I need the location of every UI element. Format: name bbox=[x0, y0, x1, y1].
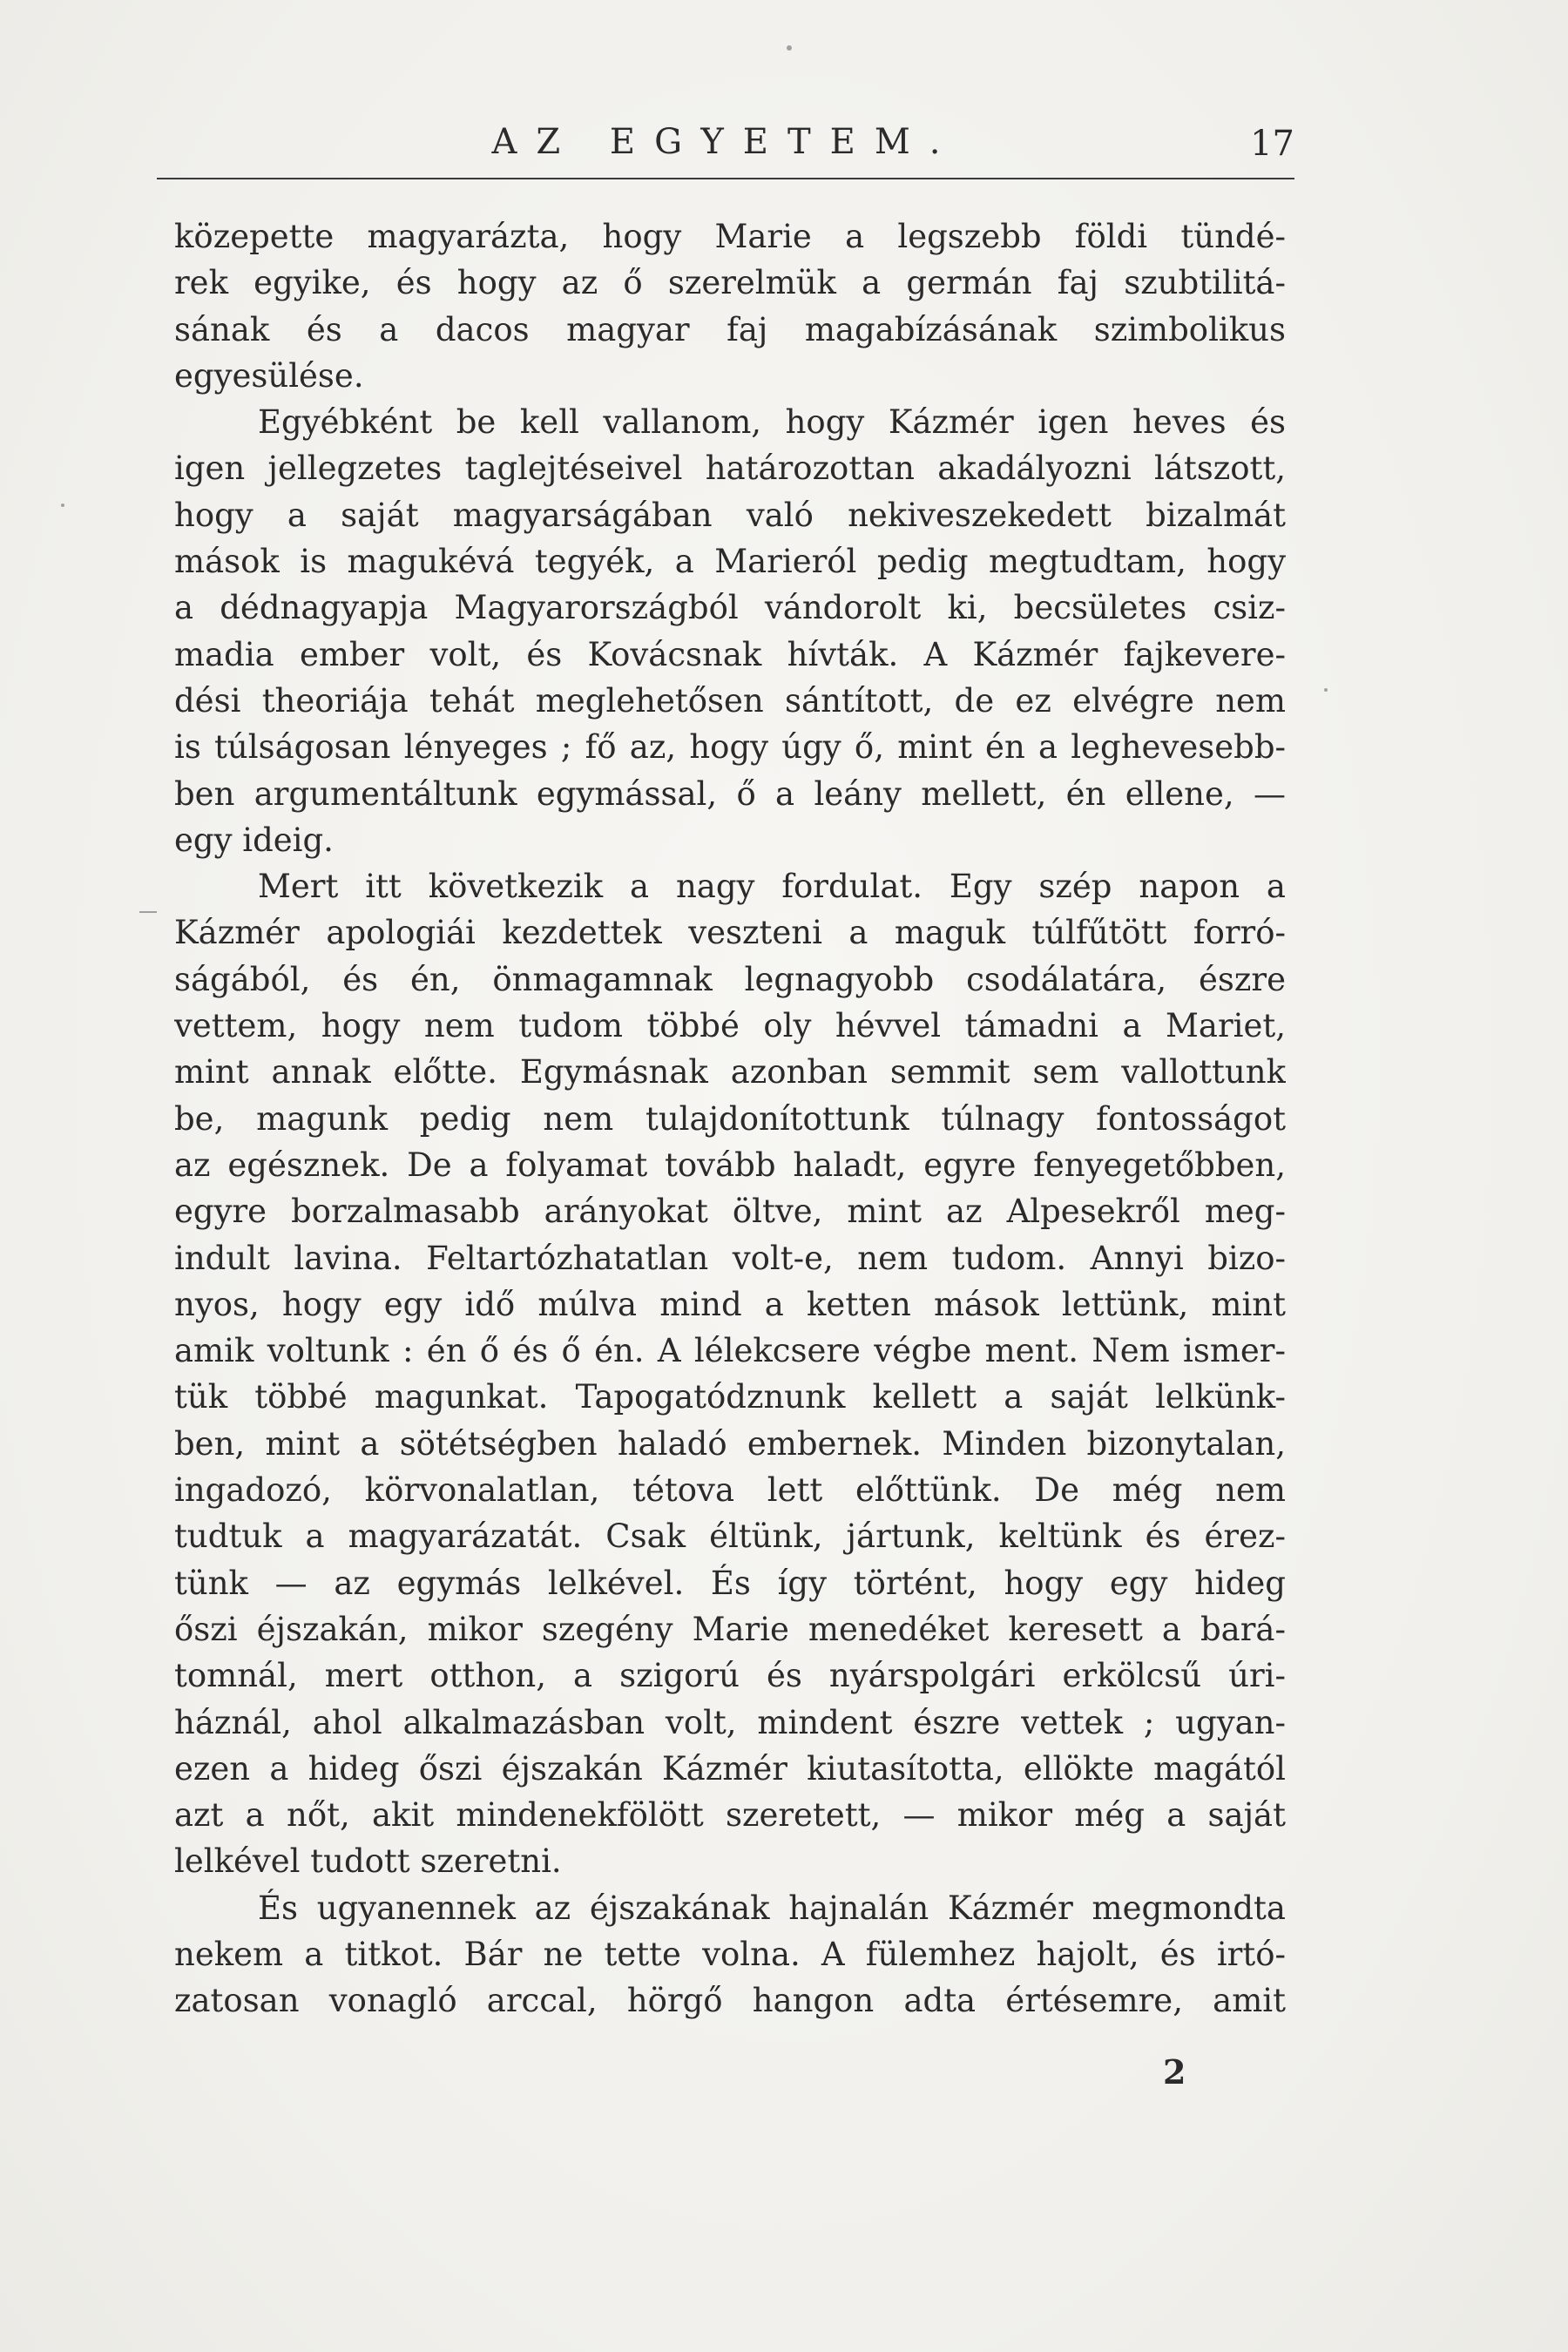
text-line: madia ember volt, és Kovácsnak hívták. A Kázmér fajkevere- bbox=[174, 635, 1286, 673]
signature-mark: 2 bbox=[1163, 2052, 1186, 2092]
text-line: nekem a titkot. Bár ne tette volna. A fülemhez hajolt, és irtó- bbox=[174, 1935, 1286, 1973]
text-line: egy ideig. bbox=[174, 821, 334, 859]
page-number: 17 bbox=[1250, 124, 1294, 164]
text-line: Kázmér apologiái kezdettek veszteni a maguk túlfűtött forró- bbox=[174, 914, 1286, 952]
print-speck bbox=[787, 45, 792, 51]
page-header bbox=[157, 122, 1294, 174]
text-line: is túlságosan lényeges ; fő az, hogy úgy ő, mint én a leghevesebb- bbox=[174, 728, 1286, 767]
text-line: mások is magukévá tegyék, a Marieról pedig megtudtam, hogy bbox=[174, 543, 1286, 581]
text-line: dési theoriája tehát meglehetősen sántított, de ez elvégre nem bbox=[174, 681, 1286, 720]
header-rule bbox=[157, 178, 1294, 179]
text-line: tudtuk a magyarázatát. Csak éltünk, jártunk, keltünk és érez- bbox=[174, 1517, 1286, 1556]
print-speck bbox=[61, 504, 64, 507]
text-line: ságából, és én, önmagamnak legnagyobb csodálatára, észre bbox=[174, 960, 1286, 998]
text-line: ben, mint a sötétségben haladó embernek. Minden bizonytalan, bbox=[174, 1424, 1286, 1463]
text-line: az egésznek. De a folyamat tovább haladt, egyre fenyegetőbben, bbox=[174, 1146, 1286, 1184]
text-line: egyre borzalmasabb arányokat öltve, mint az Alpesekről meg- bbox=[174, 1193, 1286, 1231]
text-line: vettem, hogy nem tudom többé oly hévvel támadni a Mariet, bbox=[174, 1007, 1286, 1045]
text-line: a dédnagyapja Magyarországból vándorolt ki, becsületes csiz- bbox=[174, 589, 1286, 627]
text-line: sának és a dacos magyar faj magabízásának szimbolikus bbox=[174, 310, 1286, 348]
text-line: nyos, hogy egy idő múlva mind a ketten mások lettünk, mint bbox=[174, 1285, 1286, 1323]
text-line: zatosan vonagló arccal, hörgő hangon adta értésemre, amit bbox=[174, 1982, 1286, 2020]
text-line: amik voltunk : én ő és ő én. A lélekcsere végbe ment. Nem ismer- bbox=[174, 1332, 1286, 1370]
text-line: Egyébként be kell vallanom, hogy Kázmér igen heves és bbox=[258, 403, 1286, 442]
running-title: AZ EGYETEM. bbox=[491, 122, 960, 162]
text-line: közepette magyarázta, hogy Marie a legszebb földi tündé- bbox=[174, 218, 1286, 255]
text-line: rek egyike, és hogy az ő szerelmük a germán faj szubtilitá- bbox=[174, 264, 1286, 302]
text-line: ezen a hideg őszi éjszakán Kázmér kiutasította, ellökte magától bbox=[174, 1749, 1286, 1788]
text-line: lelkével tudott szeretni. bbox=[174, 1842, 562, 1881]
text-line: És ugyanennek az éjszakának hajnalán Kázmér megmondta bbox=[258, 1889, 1286, 1927]
text-line: tünk — az egymás lelkével. És így történt, hogy egy hideg bbox=[174, 1564, 1286, 1602]
text-line: egyesülése. bbox=[174, 356, 364, 395]
text-line: hogy a saját magyarságában való nekiveszekedett bizalmát bbox=[174, 496, 1286, 534]
text-line: be, magunk pedig nem tulajdonítottunk túlnagy fontosságot bbox=[174, 1099, 1286, 1138]
text-line: mint annak előtte. Egymásnak azonban semmit sem vallottunk bbox=[174, 1053, 1286, 1092]
print-speck bbox=[139, 911, 157, 913]
text-line: igen jellegzetes taglejtéseivel határozottan akadályozni látszott, bbox=[174, 449, 1286, 488]
text-line: ben argumentáltunk egymással, ő a leány mellett, én ellene, — bbox=[174, 774, 1286, 813]
text-line: háznál, ahol alkalmazásban volt, mindent észre vettek ; ugyan- bbox=[174, 1703, 1286, 1741]
text-line: ingadozó, körvonalatlan, tétova lett előttünk. De még nem bbox=[174, 1471, 1286, 1510]
text-line: azt a nőt, akit mindenekfölött szeretett, — mikor még a saját bbox=[174, 1796, 1286, 1835]
text-line: őszi éjszakán, mikor szegény Marie menedéket keresett a bará- bbox=[174, 1610, 1286, 1648]
text-line: tomnál, mert otthon, a szigorú és nyárspolgári erkölcsű úri- bbox=[174, 1657, 1286, 1695]
text-line: indult lavina. Feltartózhatatlan volt-e, nem tudom. Annyi bizo- bbox=[174, 1239, 1286, 1277]
print-speck bbox=[1324, 688, 1328, 692]
text-line: tük többé magunkat. Tapogatódznunk kellett a saját lelkünk- bbox=[174, 1378, 1286, 1416]
text-line: Mert itt következik a nagy fordulat. Egy szép napon a bbox=[258, 868, 1286, 906]
body-text bbox=[174, 213, 1286, 2024]
